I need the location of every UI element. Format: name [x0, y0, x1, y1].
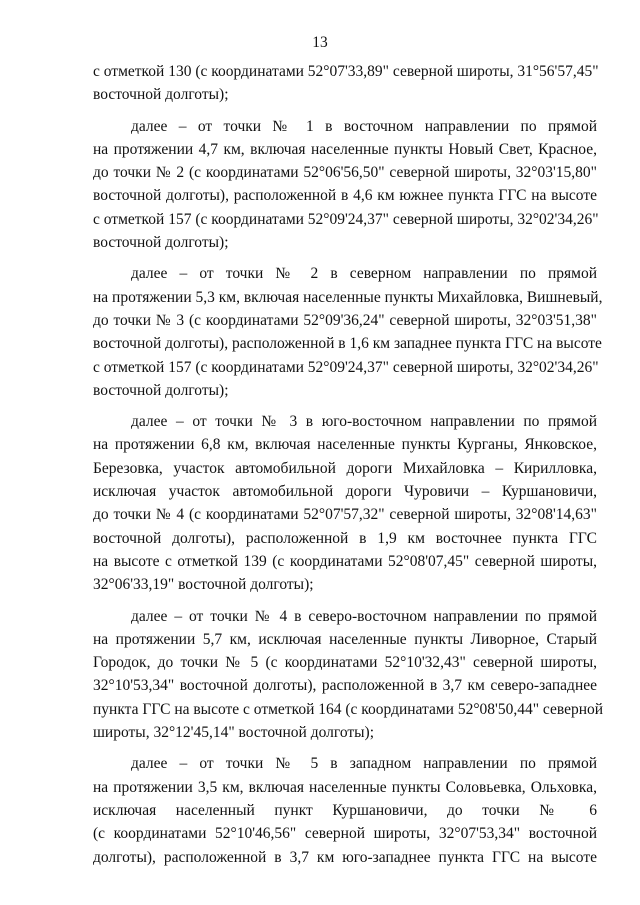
text-line: на протяжении 4,7 км, включая населенные пункты Новый Свет, Красное, — [93, 140, 597, 158]
page-number: 13 — [312, 34, 328, 51]
paragraph — [93, 115, 597, 255]
text-line: далее – от точки № 4 в северо-восточном направлении по прямой — [131, 607, 597, 625]
text-line: восточной долготы), расположенной в 4,6 км южнее пункта ГГС на высоте — [93, 187, 597, 205]
text-line: с отметкой 157 (с координатами 52°09'24,37" северной широты, 32°02'34,26" — [93, 210, 599, 228]
paragraph — [93, 262, 603, 402]
text-line: до точки № 4 (с координатами 52°07'57,32" северной широты, 32°08'14,63" — [93, 506, 597, 524]
paragraph — [93, 410, 597, 596]
text-line: Березовка, участок автомобильной дороги Михайловка – Кирилловка, — [93, 459, 597, 477]
document-body — [93, 60, 604, 869]
text-line: с отметкой 130 (с координатами 52°07'33,89" северной широты, 31°56'57,45" — [93, 63, 599, 80]
text-line: на протяжении 5,7 км, исключая населенные пункты Ливорное, Старый — [93, 630, 597, 648]
text-line: на протяжении 6,8 км, включая населенные пункты Курганы, Янковское, — [93, 436, 597, 454]
text-line: восточной долготы); — [93, 86, 229, 104]
text-line: восточной долготы); — [93, 381, 229, 399]
text-line: пункта ГГС на высоте с отметкой 164 (с координатами 52°08'50,44" северной — [93, 700, 604, 718]
text-line: широты, 32°12'45,14" восточной долготы); — [93, 724, 375, 742]
text-line: с отметкой 157 (с координатами 52°09'24,37" северной широты, 32°02'34,26" — [93, 358, 599, 376]
text-line: на протяжении 5,3 км, включая населенные пункты Михайловка, Вишневый, — [93, 288, 603, 306]
text-line: на высоте с отметкой 139 (с координатами 52°08'07,45" северной широты, — [93, 552, 597, 570]
text-line: далее – от точки № 2 в северном направлении по прямой — [131, 265, 597, 283]
text-line: 32°10'53,34" восточной долготы), расположенной в 3,7 км северо-западнее — [93, 677, 597, 695]
text-line: далее – от точки № 1 в восточном направлении по прямой — [131, 117, 597, 135]
paragraph — [93, 605, 604, 745]
paragraph — [93, 60, 597, 107]
text-line: до точки № 2 (с координатами 52°06'56,50" северной широты, 32°03'15,80" — [93, 164, 597, 182]
text-line: 32°06'33,19" восточной долготы); — [93, 576, 314, 594]
paragraph — [93, 752, 597, 868]
text-line: далее – от точки № 3 в юго-восточном направлении по прямой — [131, 413, 597, 431]
text-line: исключая участок автомобильной дороги Чуровичи – Куршановичи, — [93, 483, 597, 501]
text-line: восточной долготы); — [93, 234, 229, 252]
text-line: на протяжении 3,5 км, включая населенные пункты Соловьевка, Ольховка, — [93, 778, 597, 796]
text-line: долготы), расположенной в 3,7 км юго-западнее пункта ГГС на высоте — [93, 848, 597, 866]
text-line: до точки № 3 (с координатами 52°09'36,24" северной широты, 32°03'51,38" — [93, 311, 597, 329]
text-line: далее – от точки № 5 в западном направлении по прямой — [131, 755, 597, 773]
text-line: восточной долготы), расположенной в 1,6 км западнее пункта ГГС на высоте — [93, 335, 602, 353]
text-line: исключая населенный пункт Куршановичи, до точки № 6 — [93, 801, 597, 819]
text-line: Городок, до точки № 5 (с координатами 52°10'32,43" северной широты, — [93, 654, 597, 672]
text-line: (с координатами 52°10'46,56" северной широты, 32°07'53,34" восточной — [93, 825, 597, 843]
text-line: восточной долготы), расположенной в 1,9 км восточнее пункта ГГС — [93, 529, 597, 547]
